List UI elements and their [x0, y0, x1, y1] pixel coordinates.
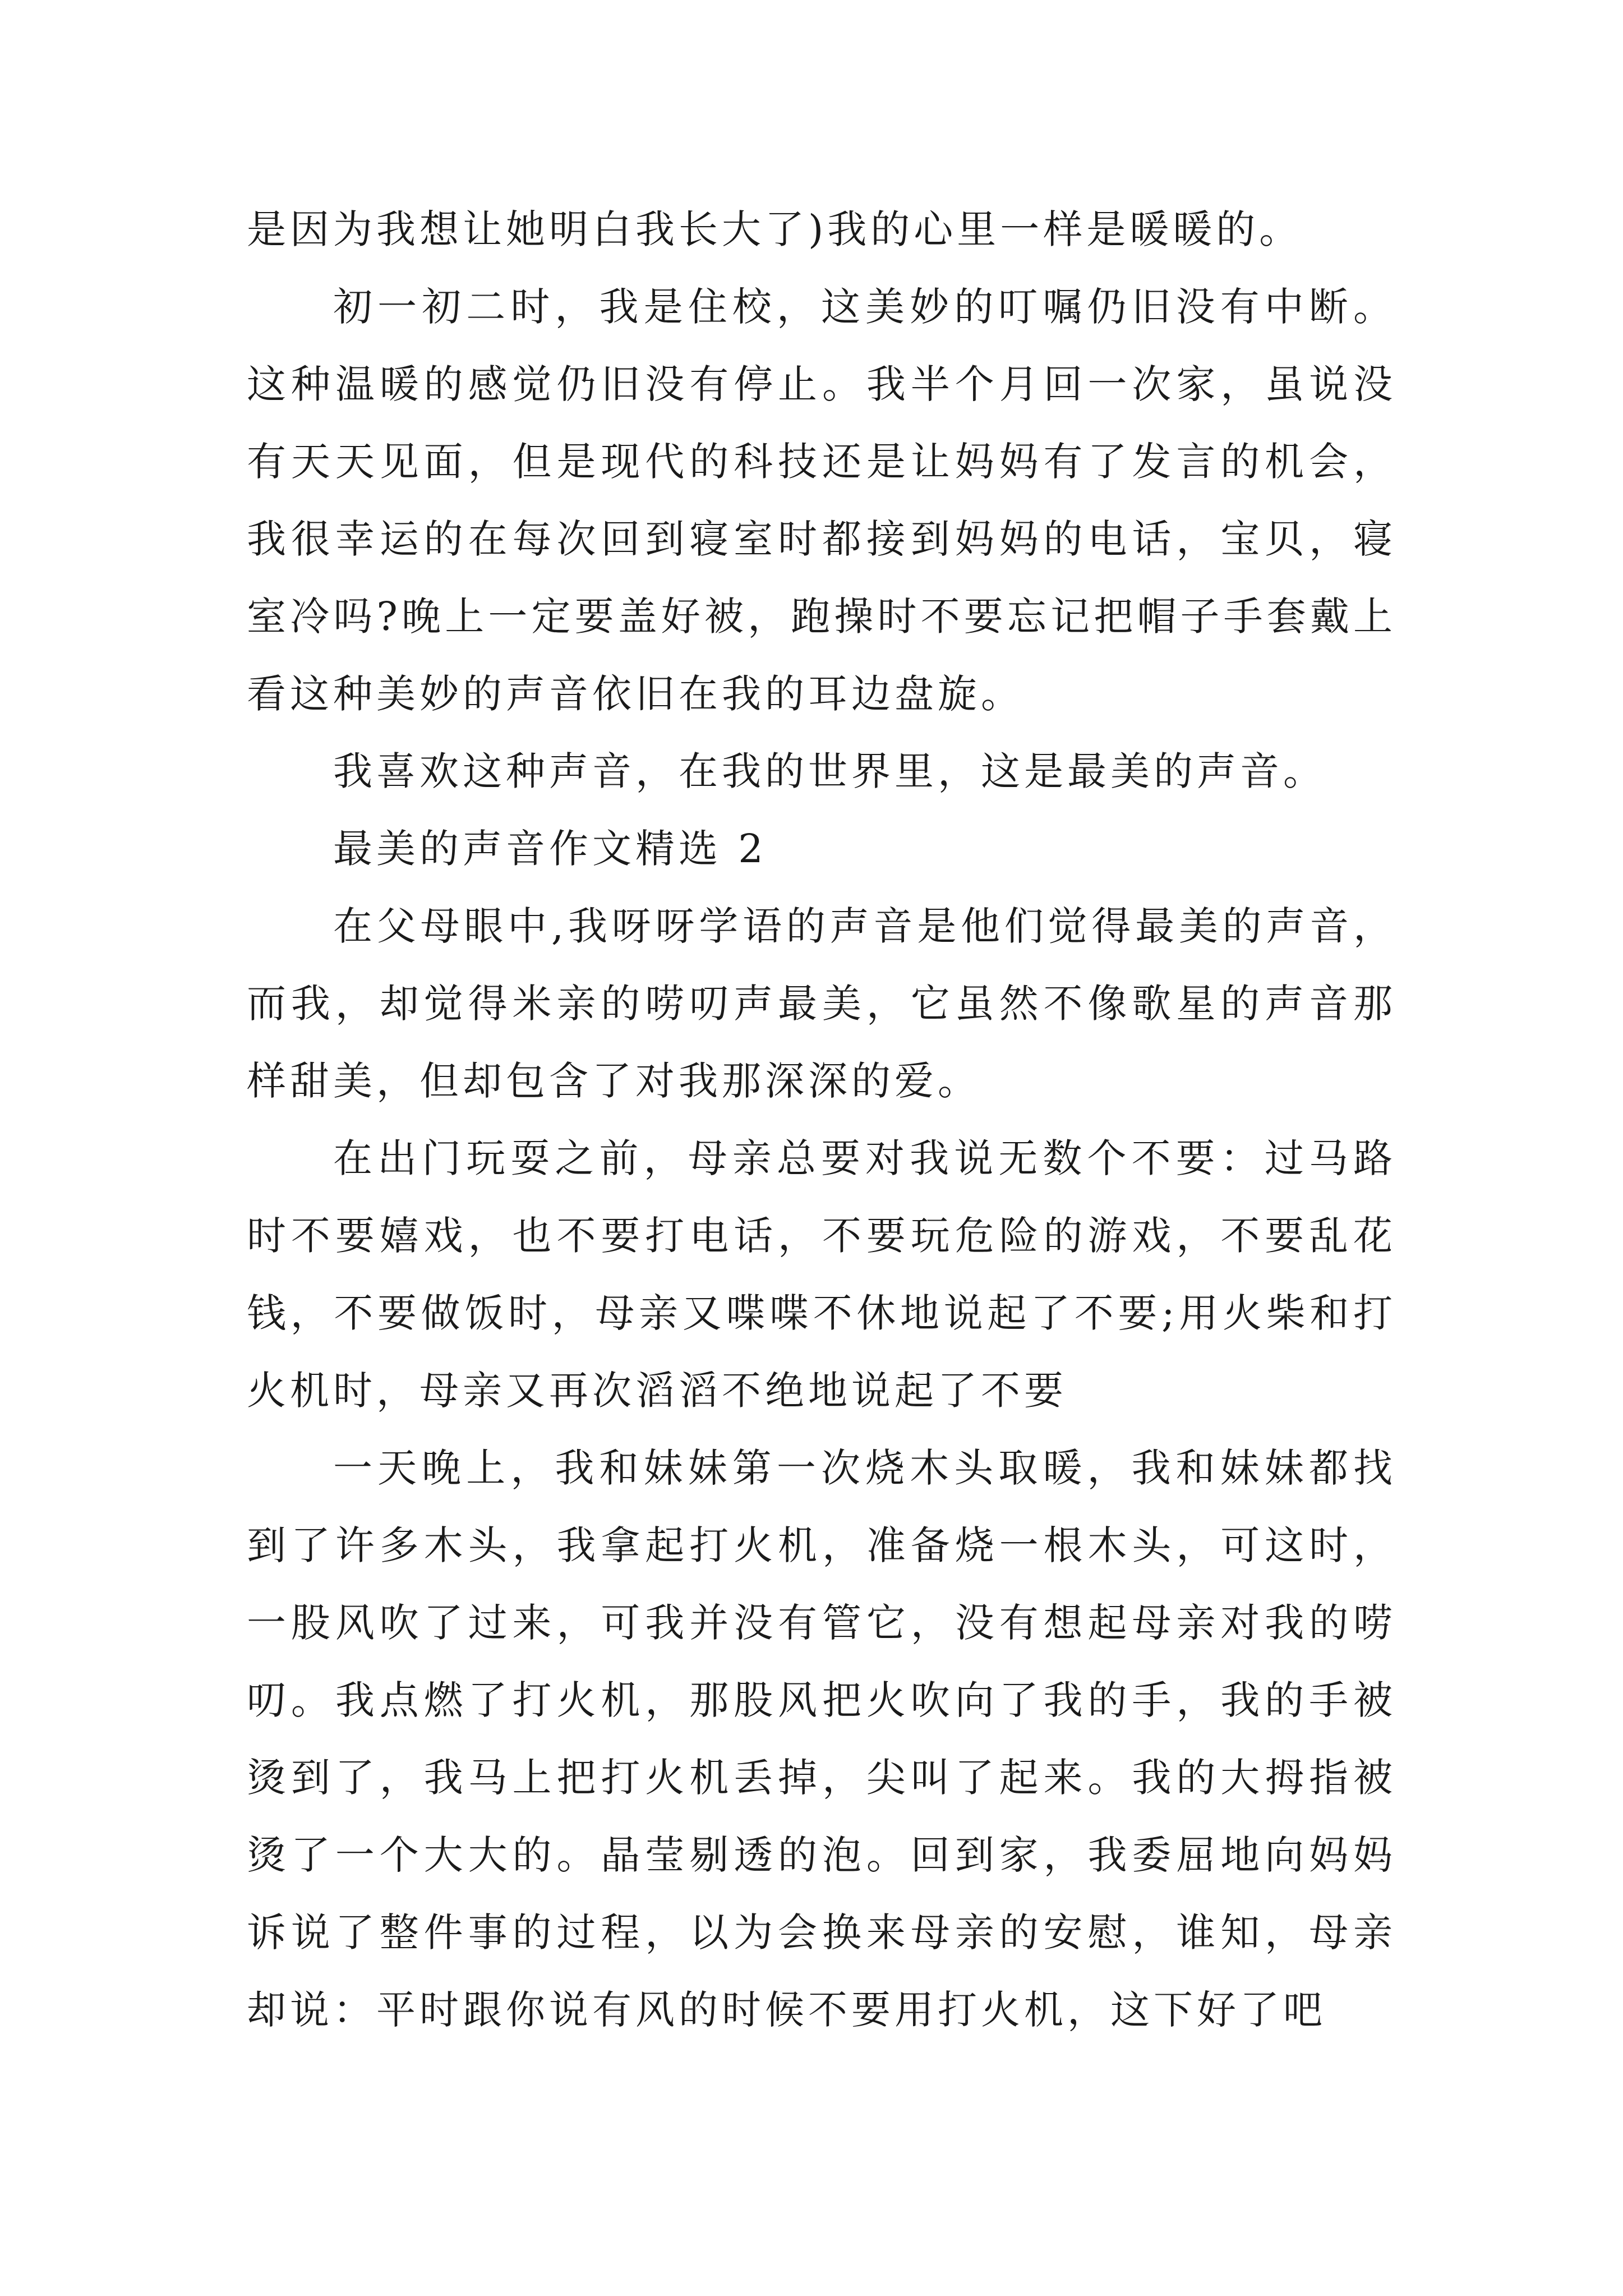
document-page — [247, 191, 1396, 2049]
paragraph-favorite-sound: 我喜欢这种声音，在我的世界里，这是最美的声音。 — [333, 748, 1326, 794]
paragraph-continuation: 是因为我想让她明白我长大了)我的心里一样是暖暖的。 — [247, 206, 1303, 252]
section-heading: 最美的声音作文精选 2 — [333, 826, 767, 872]
paragraph-boarding-school: 初一初二时，我是住校，这美妙的叮嘱仍旧没有中断。这种温暖的感觉仍旧没有停止。我半个月回一次家，虽说没有天天见面，但是现代的科技还是让妈妈有了发言的机会，我很幸运的在每次回到寝室时都接到妈妈的电话，宝贝，寝室冷吗?晚上一定要盖好被，跑操时不要忘记把帽子手套戴上看这种美妙的声音依旧在我的耳边盘旋。 — [247, 284, 1396, 717]
paragraph-lighter-story: 一天晚上，我和妹妹第一次烧木头取暖，我和妹妹都找到了许多木头，我拿起打火机，准备烧一根木头，可这时，一股风吹了过来，可我并没有管它，没有想起母亲对我的唠叨。我点燃了打火机，那股风把火吹向了我的手，我的手被烫到了，我马上把打火机丢掉，尖叫了起来。我的大拇指被烫了一个大大的。晶莹剔透的泡。回到家，我委屈地向妈妈诉说了整件事的过程，以为会换来母亲的安慰，谁知，母亲却说：平时跟你说有风的时候不要用打火机，这下好了吧 — [247, 1445, 1396, 2033]
paragraph-parents-view: 在父母眼中,我呀呀学语的声音是他们觉得最美的声音，而我，却觉得米亲的唠叨声最美，它虽然不像歌星的声音那样甜美，但却包含了对我那深深的爱。 — [247, 903, 1396, 1104]
paragraph-mother-warnings: 在出门玩耍之前，母亲总要对我说无数个不要：过马路时不要嬉戏，也不要打电话，不要玩危险的游戏，不要乱花钱，不要做饭时，母亲又喋喋不休地说起了不要;用火柴和打火机时，母亲又再次滔滔不绝地说起了不要 — [247, 1135, 1396, 1414]
